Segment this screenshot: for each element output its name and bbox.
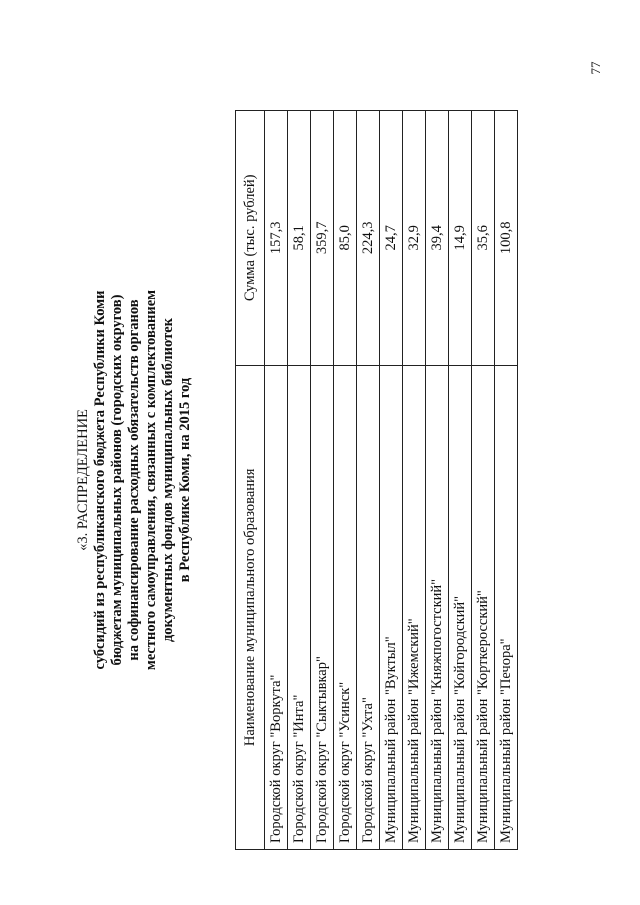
subsidy-amount: 32,9 <box>403 111 426 366</box>
table-row <box>472 111 495 850</box>
subsidy-table <box>235 110 518 850</box>
subsidy-amount: 39,4 <box>426 111 449 366</box>
subsidy-amount: 100,8 <box>495 111 518 366</box>
subsidy-amount: 58,1 <box>288 111 311 366</box>
subsidy-amount: 359,7 <box>311 111 334 366</box>
municipality-name: Муниципальный район "Вуктыл" <box>380 365 403 849</box>
heading-last-line: в Республике Коми, на 2015 год <box>177 377 193 583</box>
table-row <box>403 111 426 850</box>
subsidy-amount: 85,0 <box>334 111 357 366</box>
subsidy-amount: 157,3 <box>265 111 288 366</box>
column-header-sum: Сумма (тыс. рублей) <box>236 111 265 366</box>
heading-line: субсидий из республиканского бюджета Республики Коми <box>92 290 108 670</box>
municipality-name: Городской округ "Усинск" <box>334 365 357 849</box>
table-row <box>380 111 403 850</box>
municipality-name: Муниципальный район "Койгородский" <box>449 365 472 849</box>
municipality-name: Муниципальный район "Ижемский" <box>403 365 426 849</box>
subsidy-amount: 224,3 <box>357 111 380 366</box>
page-number: 77 <box>588 61 603 75</box>
table-row <box>265 111 288 850</box>
municipality-name: Городской округ "Ухта" <box>357 365 380 849</box>
subsidy-amount: 14,9 <box>449 111 472 366</box>
table-row <box>311 111 334 850</box>
column-header-name: Наименование муниципального образования <box>236 365 265 849</box>
table-row <box>426 111 449 850</box>
municipality-name: Городской округ "Инта" <box>288 365 311 849</box>
heading-title: «3. РАСПРЕДЕЛЕНИЕ <box>75 409 91 551</box>
heading-line: бюджетам муниципальных районов (городских округов) <box>109 294 125 666</box>
table-header-row <box>236 111 265 850</box>
subsidy-amount: 24,7 <box>380 111 403 366</box>
heading-line: документных фондов муниципальных библиотек <box>160 317 176 643</box>
heading-line: на софинансирование расходных обязательств органов <box>126 299 142 661</box>
municipality-name: Муниципальный район "Печора" <box>495 365 518 849</box>
municipality-name: Муниципальный район "Княжпогостский" <box>426 365 449 849</box>
municipality-name: Городской округ "Воркута" <box>265 365 288 849</box>
table-row <box>495 111 518 850</box>
municipality-name: Городской округ "Сыктывкар" <box>311 365 334 849</box>
municipality-name: Муниципальный район "Корткеросский" <box>472 365 495 849</box>
table-row <box>449 111 472 850</box>
rotated-document-content <box>75 110 575 850</box>
document-heading <box>75 110 194 850</box>
table-row <box>357 111 380 850</box>
heading-line: местного самоуправления, связанных с комплектованием <box>143 289 159 671</box>
table-row <box>288 111 311 850</box>
table-row <box>334 111 357 850</box>
subsidy-amount: 35,6 <box>472 111 495 366</box>
